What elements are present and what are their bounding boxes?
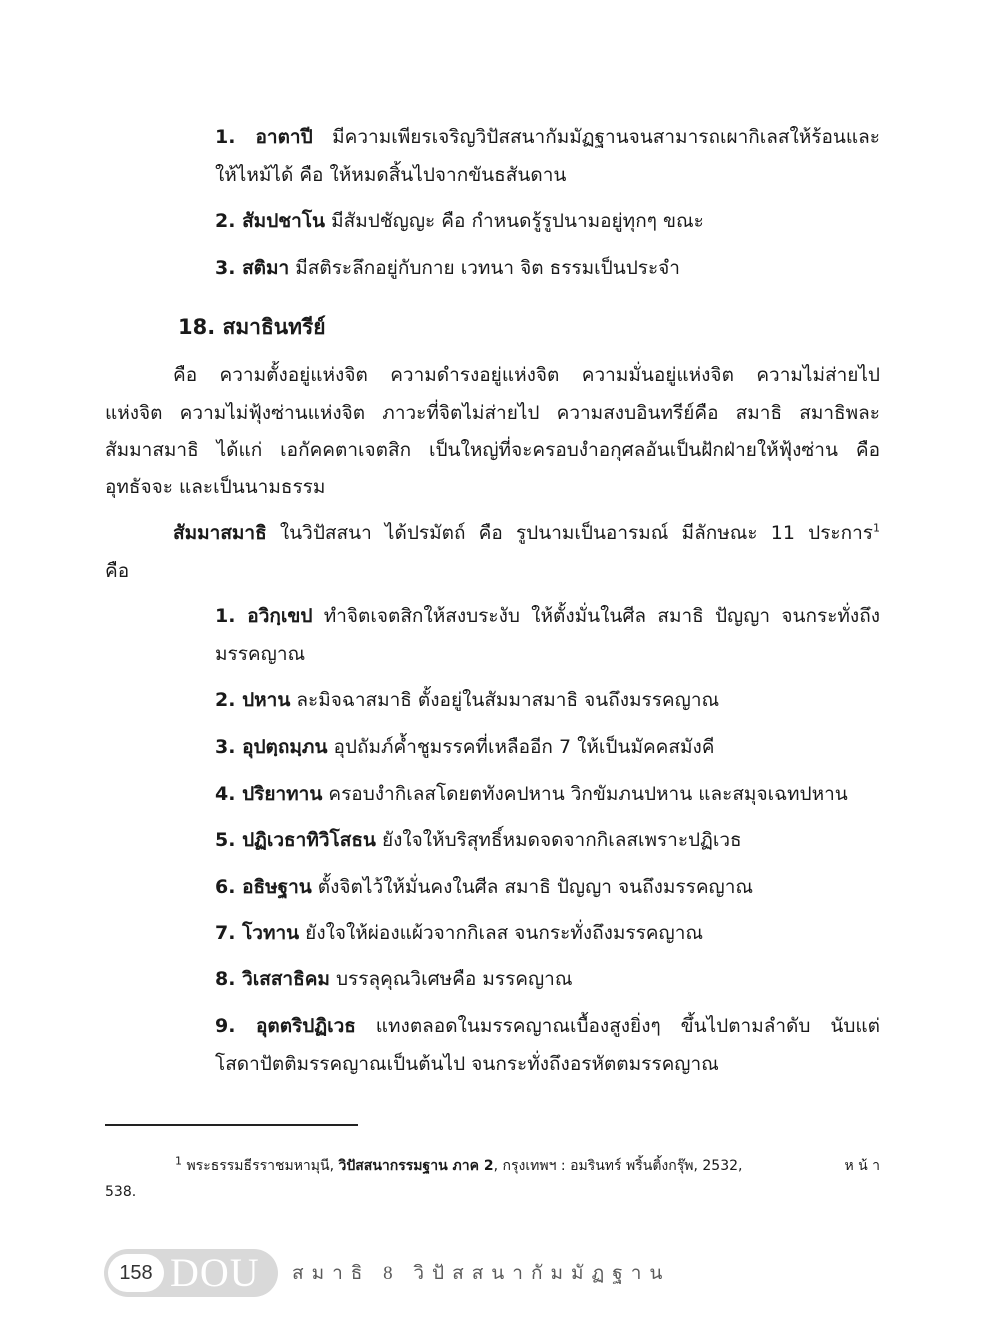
running-title: สมาธิ 8 วิปัสสนากัมมัฏฐาน [292,1263,671,1284]
item-term: อธิษฐาน [242,876,312,898]
item-term: ปหาน [242,689,291,711]
item-term: ปริยาทาน [242,783,323,805]
list-item-continuation: โสดาปัตติมรรคญาณเป็นต้นไป จนกระทั่งถึงอรหัตตมรรคญาณ [215,1053,719,1075]
footnote-divider [105,1124,358,1126]
list-item: 1. อวิกฺเขป ทำจิตเจตสิกให้สงบระงับ ให้ตั้งมั่นในศีล สมาธิ ปัญญา จนกระทั่งถึง [215,605,880,627]
list-item-continuation: ให้ไหม้ได้ คือ ให้หมดสิ้นไปจากขันธสันดาน [215,164,567,186]
list-item: 3. สติมา มีสติระลึกอยู่กับกาย เวทนา จิต ธรรมเป็นประจำ [215,257,680,279]
footnote-book-title: วิปัสสนากรรมฐาน ภาค 2 [338,1158,494,1174]
paragraph-line: คือ ความตั้งอยู่แห่งจิต ความดำรงอยู่แห่งจิต ความมั่นอยู่แห่งจิต ความไม่ส่ายไป [173,364,880,386]
item-term: ปฏิเวธาทิวิโสธน [242,829,376,851]
item-term: อุปตฺถมฺภน [242,736,328,758]
section-heading: 18. สมาธินทรีย์ [178,315,326,339]
list-item: 7. โวทาน ยังใจให้ผ่องแผ้วจากกิเลส จนกระทั่งถึงมรรคญาณ [215,922,704,944]
item-term: สติมา [242,257,290,279]
paragraph-line: สัมมาสมาธิ ได้แก่ เอกัคคตาเจตสิก เป็นใหญ่ที่จะครอบงำอกุศลอันเป็นฝักฝ่ายให้ฟุ้งซ่าน คือ [105,439,880,461]
footnote-continuation: 538. [105,1184,137,1200]
list-item: 6. อธิษฐาน ตั้งจิตไว้ให้มั่นคงในศีล สมาธิ ปัญญา จนถึงมรรคญาณ [215,876,754,898]
list-item: 2. ปหาน ละมิจฉาสมาธิ ตั้งอยู่ในสัมมาสมาธิ จนถึงมรรคญาณ [215,689,720,711]
item-term: อุตตริปฏิเวธ [255,1015,356,1037]
paragraph-line: อุทธัจจะ และเป็นนามธรรม [105,476,326,498]
list-item: 1. อาตาปี มีความเพียรเจริญวิปัสสนากัมมัฏฐานจนสามารถเผากิเลสให้ร้อนและ [215,126,880,148]
list-item: 4. ปริยาทาน ครอบงำกิเลสโดยตทังคปหาน วิกขัมภนปหาน และสมุจเฉทปหาน [215,783,848,805]
item-term: สัมปชาโน [242,210,326,232]
list-item: 9. อุตตริปฏิเวธ แทงตลอดในมรรคญาณเบื้องสูงยิ่งๆ ขึ้นไปตามลำดับ นับแต่ [215,1015,880,1037]
samma-term: สัมมาสมาธิ [173,522,267,544]
item-term: อาตาปี [255,126,313,148]
list-item-continuation: มรรคญาณ [215,643,306,665]
dou-logo: DOU [170,1250,260,1295]
samma-samadhi-line: สัมมาสมาธิ ในวิปัสสนา ได้ปรมัตถ์ คือ รูปนามเป็นอารมณ์ มีลักษณะ 11 ประการ$^1$ [173,521,880,544]
footnote-ref: 1 [873,521,880,535]
list-item: 2. สัมปชาโน มีสัมปชัญญะ คือ กำหนดรู้รูปนามอยู่ทุกๆ ขณะ [215,210,704,232]
list-item: 3. อุปตฺถมฺภน อุปถัมภ์ค้ำชูมรรคที่เหลืออีก 7 ให้เป็นมัคคสมังคี [215,736,715,758]
item-term: โวทาน [242,922,300,944]
footnote: $^1$ พระธรรมธีรราชมหามุนี, วิปัสสนากรรมฐาน ภาค 2, กรุงเทพฯ : อมรินทร์ พริ้นติ้งกรุ๊พ, 2532, ห น้ า [175,1154,880,1174]
list-item: 8. วิเสสาธิคม บรรลุคุณวิเศษคือ มรรคญาณ [215,968,573,990]
paragraph-line: แห่งจิต ความไม่ฟุ้งซ่านแห่งจิต ภาวะที่จิตไม่ส่ายไป ความสงบอินทรีย์คือ สมาธิ สมาธิพละ [105,402,880,424]
list-item: 5. ปฏิเวธาทิวิโสธน ยังใจให้บริสุทธิ์หมดจดจากกิเลสเพราะปฏิเวธ [215,829,742,851]
footnote-page-label: ห น้ า [844,1158,880,1174]
footnote-number: 1 [175,1154,182,1168]
item-term: วิเสสาธิคม [242,968,330,990]
item-term: อวิกฺเขป [247,605,313,627]
samma-continuation: คือ [105,560,130,582]
page-number: 158 [108,1254,164,1292]
